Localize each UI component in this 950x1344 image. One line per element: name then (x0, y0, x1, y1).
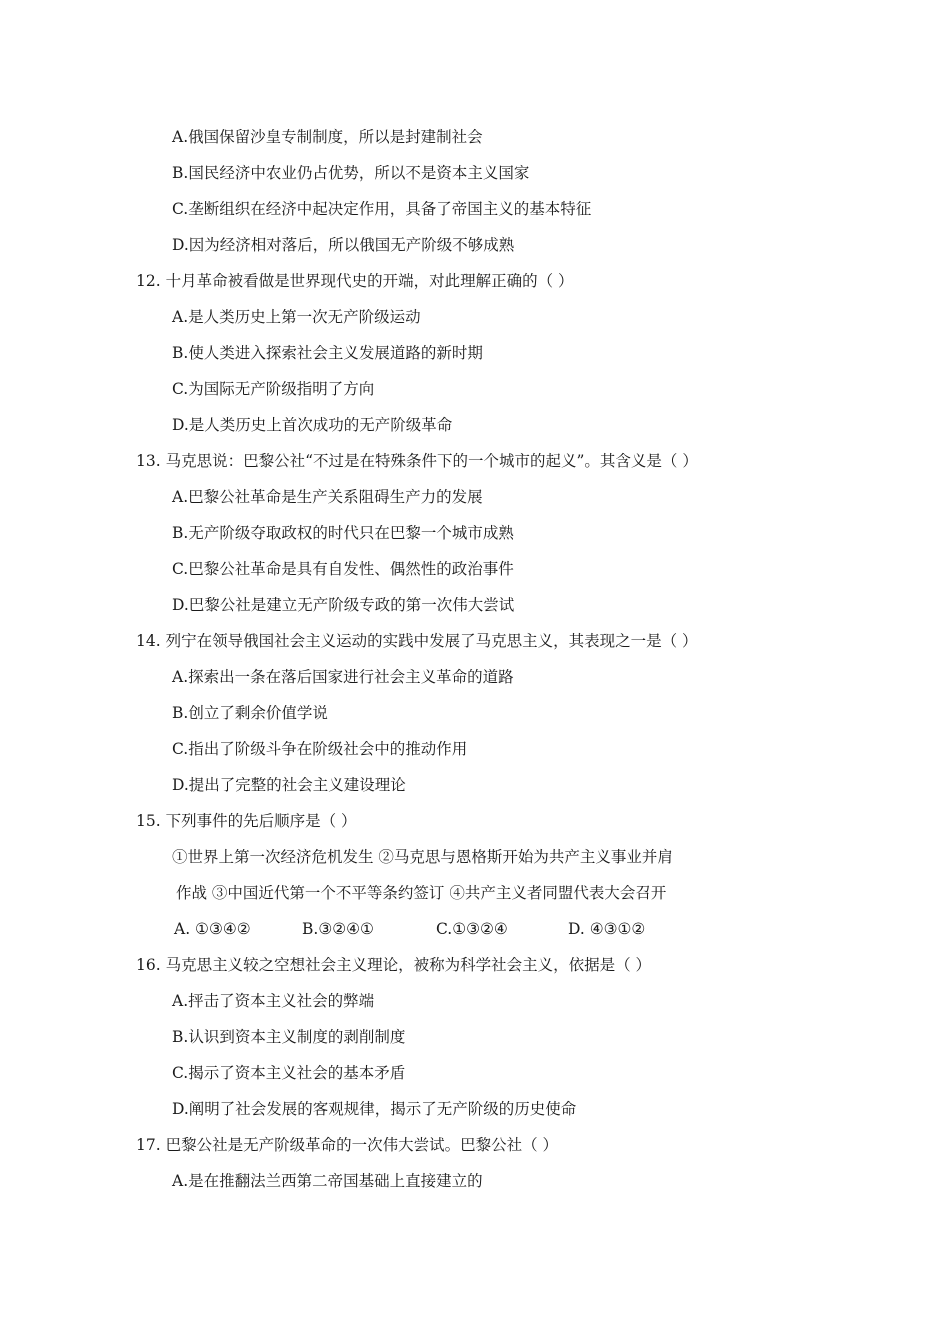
question-15-choices (174, 918, 645, 940)
question-14-option-d: D.提出了完整的社会主义建设理论 (172, 776, 406, 794)
option-d: D.因为经济相对落后，所以俄国无产阶级不够成熟 (172, 236, 515, 254)
question-12-option-c: C.为国际无产阶级指明了方向 (172, 380, 375, 398)
question-15-choice-d: D. ④③①② (568, 920, 646, 938)
question-14-stem: 14. 列宁在领导俄国社会主义运动的实践中发展了马克思主义，其表现之一是（ ） (136, 632, 698, 650)
question-13-option-b: B.无产阶级夺取政权的时代只在巴黎一个城市成熟 (172, 524, 514, 542)
question-15-events-line-2: 作战 ③中国近代第一个不平等条约签订 ④共产主义者同盟代表大会召开 (176, 884, 667, 902)
question-16-option-c: C.揭示了资本主义社会的基本矛盾 (172, 1064, 406, 1082)
question-16-stem: 16. 马克思主义较之空想社会主义理论，被称为科学社会主义，依据是（ ） (136, 956, 652, 974)
option-b: B.国民经济中农业仍占优势，所以不是资本主义国家 (172, 164, 530, 182)
question-14-option-a: A.探索出一条在落后国家进行社会主义革命的道路 (172, 668, 514, 686)
question-13-option-c: C.巴黎公社革命是具有自发性、偶然性的政治事件 (172, 560, 514, 578)
question-12-stem: 12. 十月革命被看做是世界现代史的开端，对此理解正确的（ ） (136, 272, 574, 290)
question-15-events-line-1: ①世界上第一次经济危机发生 ②马克思与恩格斯开始为共产主义事业并肩 (172, 848, 673, 866)
question-15-stem: 15. 下列事件的先后顺序是（ ） (136, 812, 357, 830)
question-14-option-b: B.创立了剩余价值学说 (172, 704, 328, 722)
question-15-choice-c: C.①③②④ (436, 920, 508, 938)
question-17-stem: 17. 巴黎公社是无产阶级革命的一次伟大尝试。巴黎公社（ ） (136, 1136, 559, 1154)
question-12-option-a: A.是人类历史上第一次无产阶级运动 (172, 308, 421, 326)
question-17-option-a: A.是在推翻法兰西第二帝国基础上直接建立的 (172, 1172, 483, 1190)
question-15-choice-a: A. ①③④② (174, 920, 251, 938)
question-14-option-c: C.指出了阶级斗争在阶级社会中的推动作用 (172, 740, 468, 758)
question-12-option-d: D.是人类历史上首次成功的无产阶级革命 (172, 416, 453, 434)
option-c: C.垄断组织在经济中起决定作用，具备了帝国主义的基本特征 (172, 200, 592, 218)
question-16-option-d: D.阐明了社会发展的客观规律，揭示了无产阶级的历史使命 (172, 1100, 577, 1118)
question-12-option-b: B.使人类进入探索社会主义发展道路的新时期 (172, 344, 483, 362)
question-13-stem: 13. 马克思说：巴黎公社“不过是在特殊条件下的一个城市的起义”。其含义是（ ） (136, 452, 698, 470)
question-15-choice-b: B.③②④① (302, 920, 374, 938)
question-16-option-a: A.抨击了资本主义社会的弊端 (172, 992, 375, 1010)
question-13-option-d: D.巴黎公社是建立无产阶级专政的第一次伟大尝试 (172, 596, 515, 614)
question-16-option-b: B.认识到资本主义制度的剥削制度 (172, 1028, 406, 1046)
option-a: A.俄国保留沙皇专制制度，所以是封建制社会 (172, 128, 483, 146)
question-13-option-a: A.巴黎公社革命是生产关系阻碍生产力的发展 (172, 488, 483, 506)
